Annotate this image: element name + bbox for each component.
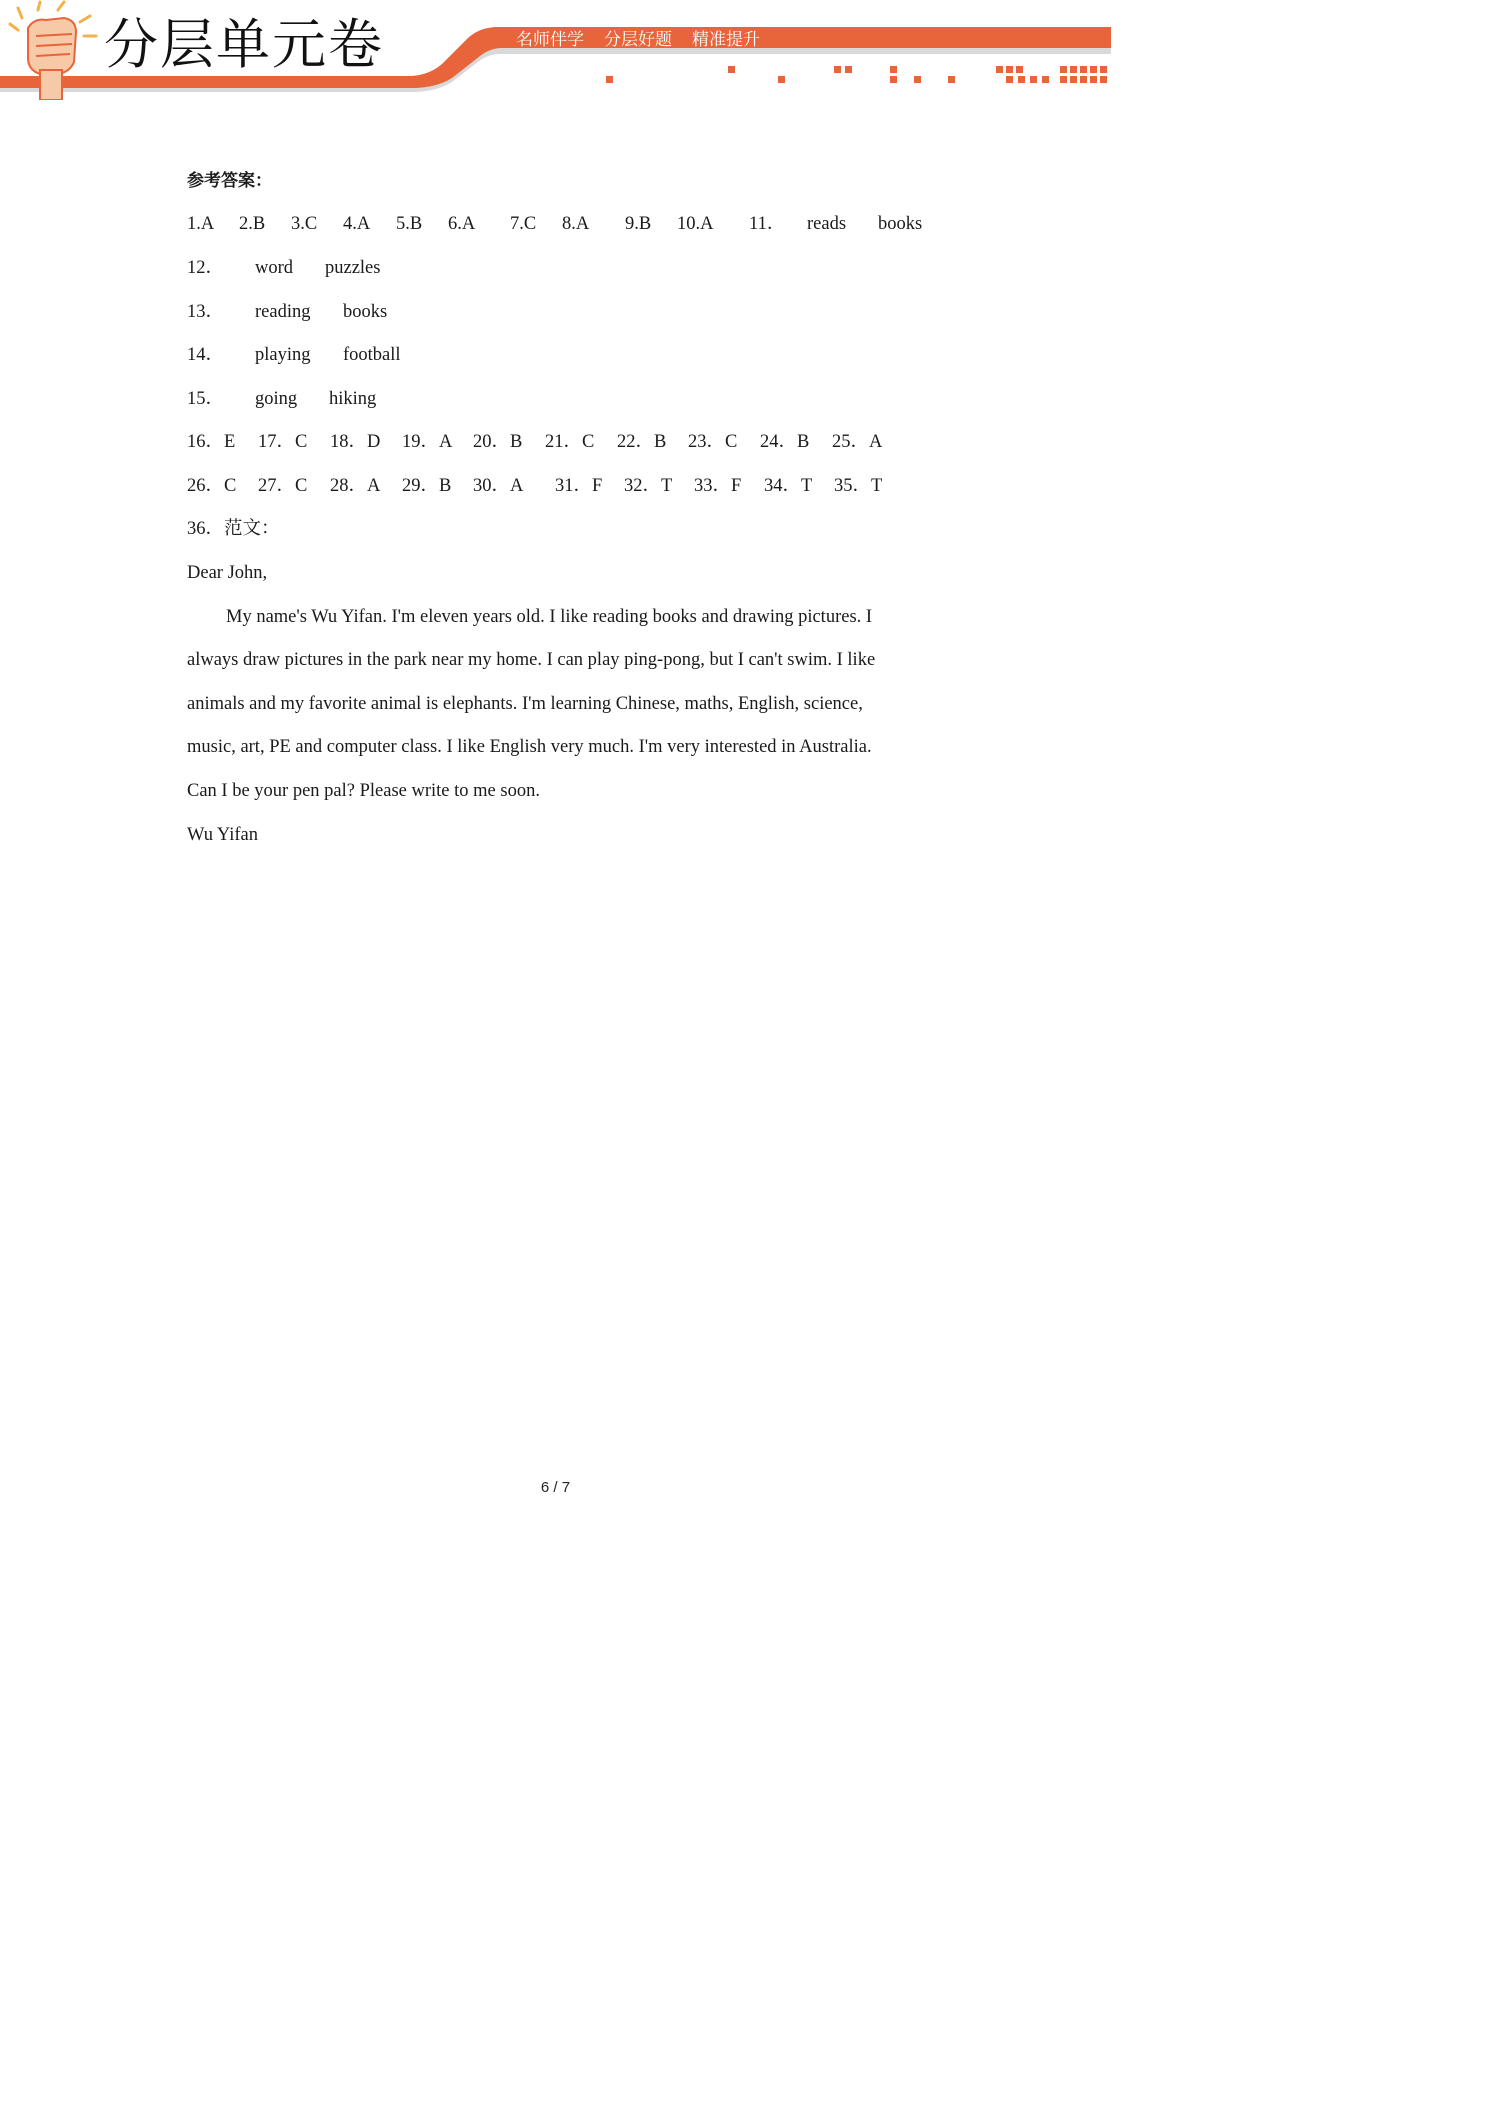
answer-word: playing: [255, 345, 311, 365]
page-number: 6 / 7: [540, 1479, 571, 1496]
answer-item: 29．B: [402, 476, 452, 496]
answer-item: 11．: [749, 214, 786, 234]
answer-word: books: [878, 214, 923, 234]
answer-item: 3.C: [291, 214, 318, 234]
answer-item: 12．: [187, 258, 225, 278]
answer-word: reads: [807, 214, 847, 234]
slogan-item: 名师伴学: [516, 30, 584, 50]
answer-word: hiking: [329, 389, 377, 409]
answer-item: 25．A: [832, 432, 883, 452]
answer-item: 27．C: [258, 476, 308, 496]
answer-word: books: [343, 302, 388, 322]
answer-item: 18．D: [330, 432, 381, 452]
answer-item: 21．C: [545, 432, 595, 452]
answer-item: 30．A: [473, 476, 524, 496]
answer-item: 20．B: [473, 432, 523, 452]
answer-item: 8.A: [562, 214, 590, 234]
answer-word: puzzles: [325, 258, 381, 278]
header-slogan: [516, 28, 780, 52]
answer-item: 28．A: [330, 476, 381, 496]
answer-item: 24．B: [760, 432, 810, 452]
answer-item: 1.A: [187, 214, 215, 234]
answer-word: word: [255, 258, 294, 278]
answer-item: 22．B: [617, 432, 667, 452]
answer-item: 15．: [187, 389, 225, 409]
answer-item: 7.C: [510, 214, 537, 234]
answer-key-heading: 参考答案：: [187, 171, 272, 191]
letter-signature: Wu Yifan: [187, 825, 259, 845]
answer-item: 4.A: [343, 214, 371, 234]
letter-salutation: Dear John,: [187, 563, 268, 583]
essay-line: Can I be your pen pal? Please write to me soon.: [187, 781, 540, 801]
answer-word: reading: [255, 302, 311, 322]
answer-word: going: [255, 389, 298, 409]
slogan-item: 精准提升: [692, 30, 760, 50]
answer-word: football: [343, 345, 401, 365]
answer-item: 26．C: [187, 476, 237, 496]
answer-item: 35．T: [834, 476, 883, 496]
answer-item: 14．: [187, 345, 225, 365]
answer-item: 2.B: [239, 214, 266, 234]
answer-item: 32．T: [624, 476, 673, 496]
answer-item: 19．A: [402, 432, 453, 452]
answer-item: 34．T: [764, 476, 813, 496]
answer-row-36: 36．范文：: [187, 519, 280, 539]
essay-line: animals and my favorite animal is elephants. I'm learning Chinese, maths, English, science,: [187, 694, 863, 714]
answer-item: 9.B: [625, 214, 652, 234]
page-header: [0, 0, 1111, 100]
answer-item: 16．E: [187, 432, 236, 452]
essay-line: My name's Wu Yifan. I'm eleven years old. I like reading books and drawing pictures. I: [226, 607, 873, 627]
essay-line: music, art, PE and computer class. I like English very much. I'm very interested in Australia.: [187, 737, 872, 757]
essay-line: always draw pictures in the park near my home. I can play ping-pong, but I can't swim. I like: [187, 650, 876, 670]
answer-item: 17．C: [258, 432, 308, 452]
answer-item: 23．C: [688, 432, 738, 452]
answer-item: 10.A: [677, 214, 714, 234]
slogan-item: 分层好题: [604, 30, 672, 50]
brand-title: 分层单元卷: [104, 13, 384, 76]
answer-item: 5.B: [396, 214, 423, 234]
answer-item: 31．F: [555, 476, 603, 496]
answer-item: 13．: [187, 302, 225, 322]
answer-item: 6.A: [448, 214, 476, 234]
answer-item: 33．F: [694, 476, 742, 496]
